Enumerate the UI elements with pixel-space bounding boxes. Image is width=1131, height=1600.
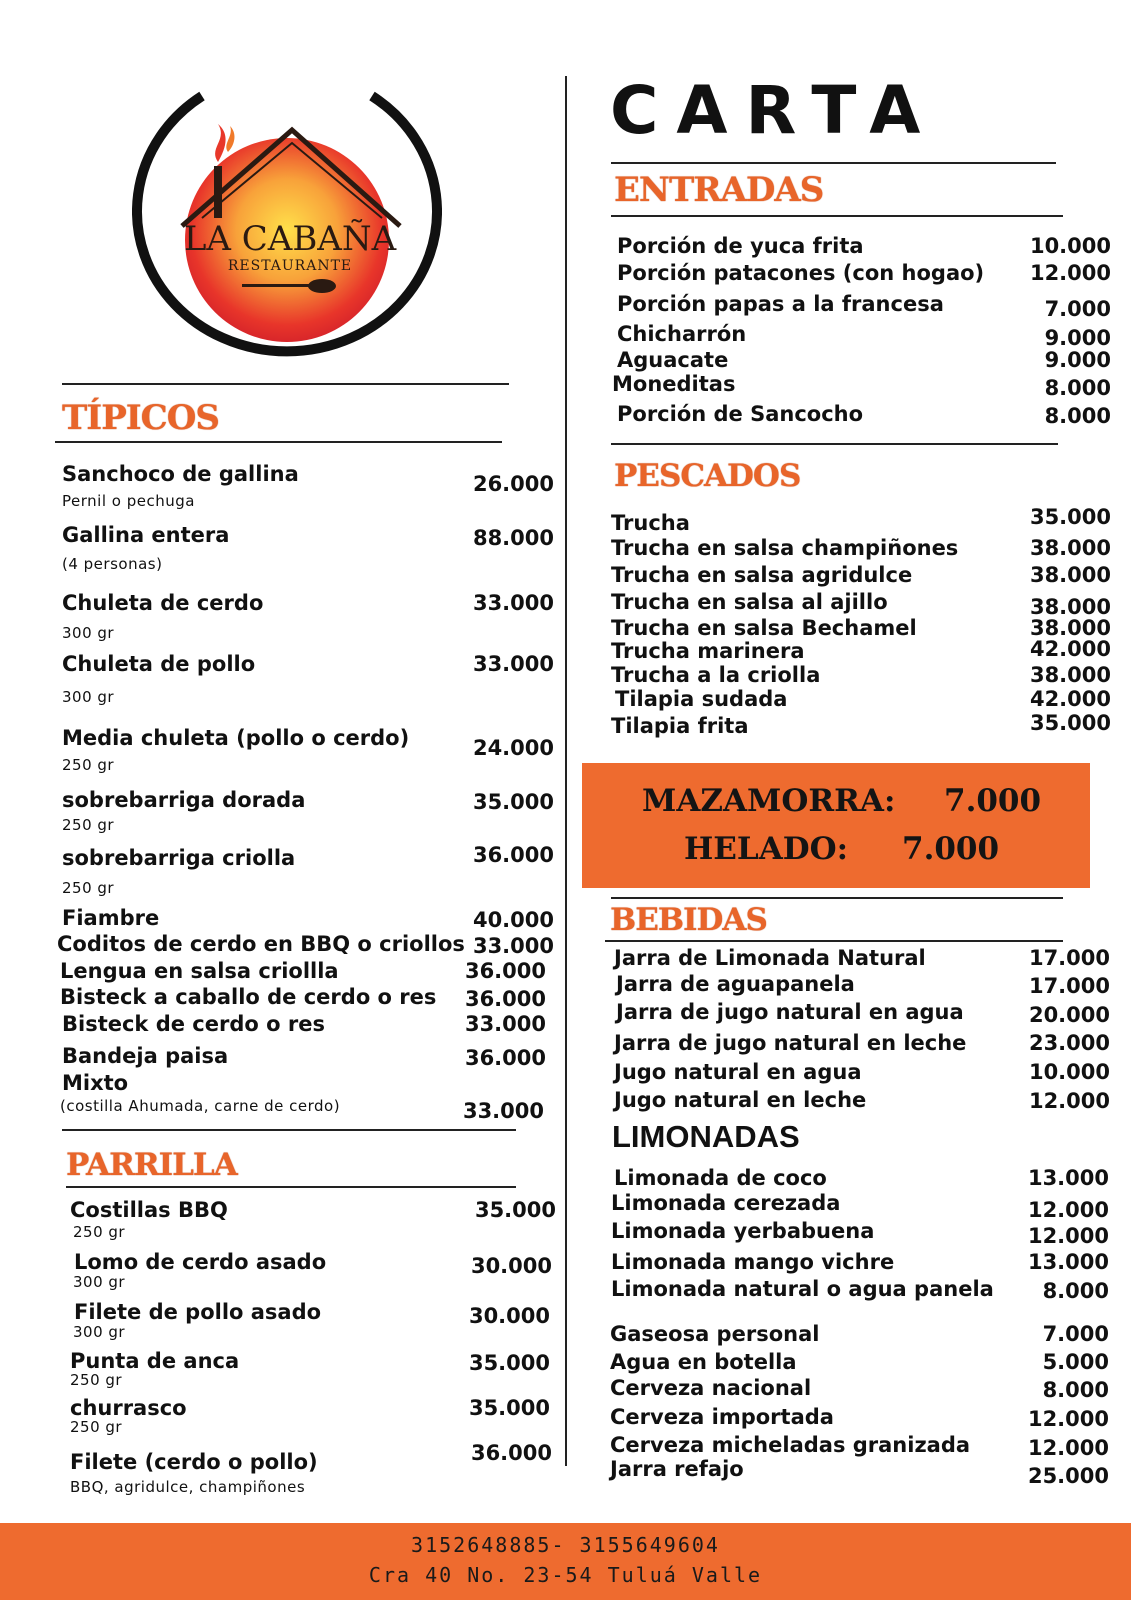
item-price: 33.000 bbox=[472, 652, 554, 676]
item-name: Cerveza micheladas granizada bbox=[610, 1433, 971, 1457]
item-price: 38.000 bbox=[1029, 563, 1111, 587]
item-name: Porción papas a la francesa bbox=[617, 292, 944, 316]
divider bbox=[66, 1186, 516, 1188]
item-price: 40.000 bbox=[472, 908, 554, 932]
promo-label-mazamorra: MAZAMORRA: bbox=[642, 783, 896, 819]
item-name: Bisteck a caballo de cerdo o res bbox=[60, 985, 437, 1009]
item-price: 5.000 bbox=[1042, 1350, 1109, 1374]
item-name: sobrebarriga criolla bbox=[62, 846, 296, 870]
item-name: Chuleta de cerdo bbox=[62, 591, 264, 615]
divider bbox=[55, 441, 502, 443]
item-price: 33.000 bbox=[462, 1099, 544, 1123]
item-description: 250 gr bbox=[70, 1371, 123, 1389]
divider bbox=[605, 940, 1063, 942]
item-price: 36.000 bbox=[464, 987, 546, 1011]
item-price: 38.000 bbox=[1029, 536, 1111, 560]
item-name: Porción patacones (con hogao) bbox=[617, 261, 985, 285]
item-price: 12.000 bbox=[1027, 1436, 1109, 1460]
logo-subtitle: RESTAURANTE bbox=[227, 258, 353, 274]
promo-price-helado: 7.000 bbox=[902, 831, 1000, 867]
item-price: 17.000 bbox=[1028, 974, 1110, 998]
divider bbox=[611, 215, 1063, 217]
item-price: 25.000 bbox=[1027, 1464, 1109, 1488]
item-name: Trucha en salsa agridulce bbox=[611, 563, 913, 587]
item-price: 42.000 bbox=[1029, 687, 1111, 711]
item-price: 13.000 bbox=[1027, 1166, 1109, 1190]
item-name: Porción de Sancocho bbox=[617, 402, 864, 426]
item-price: 8.000 bbox=[1044, 376, 1111, 400]
item-price: 12.000 bbox=[1029, 261, 1111, 285]
item-name: Jugo natural en agua bbox=[614, 1060, 862, 1084]
item-name: Trucha en salsa champiñones bbox=[611, 536, 959, 560]
divider bbox=[62, 1129, 516, 1131]
divider bbox=[611, 162, 1056, 164]
section-title-tipicos: TÍPICOS bbox=[62, 398, 219, 438]
item-description: 300 gr bbox=[73, 1323, 126, 1341]
item-name: Tilapia frita bbox=[611, 714, 749, 738]
item-name: Limonada cerezada bbox=[611, 1191, 841, 1215]
item-description: 300 gr bbox=[73, 1273, 126, 1291]
item-price: 10.000 bbox=[1028, 1060, 1110, 1084]
item-name: Filete (cerdo o pollo) bbox=[70, 1450, 318, 1474]
section-title-parrilla: PARRILLA bbox=[66, 1147, 237, 1183]
item-price: 8.000 bbox=[1042, 1378, 1109, 1402]
item-name: Limonada yerbabuena bbox=[611, 1219, 875, 1243]
item-name: Aguacate bbox=[617, 348, 729, 372]
item-price: 35.000 bbox=[1029, 711, 1111, 735]
promo-price-mazamorra: 7.000 bbox=[944, 783, 1042, 819]
item-name: Punta de anca bbox=[70, 1349, 240, 1373]
item-name: Costillas BBQ bbox=[70, 1198, 228, 1222]
column-divider bbox=[565, 76, 567, 1466]
item-description: 250 gr bbox=[73, 1223, 126, 1241]
item-name: Moneditas bbox=[612, 372, 736, 396]
item-name: Limonada natural o agua panela bbox=[611, 1277, 994, 1301]
item-price: 33.000 bbox=[472, 934, 554, 958]
item-price: 17.000 bbox=[1028, 946, 1110, 970]
item-name: Mixto bbox=[62, 1071, 129, 1095]
item-price: 8.000 bbox=[1044, 404, 1111, 428]
item-price: 33.000 bbox=[472, 591, 554, 615]
item-name: Jarra de jugo natural en leche bbox=[614, 1031, 967, 1055]
item-price: 88.000 bbox=[472, 526, 554, 550]
item-price: 30.000 bbox=[468, 1304, 550, 1328]
restaurant-logo bbox=[132, 88, 442, 368]
item-price: 12.000 bbox=[1027, 1407, 1109, 1431]
item-name: Trucha en salsa al ajillo bbox=[611, 590, 888, 614]
section-title-limonadas: LIMONADAS bbox=[612, 1119, 800, 1154]
item-name: Lomo de cerdo asado bbox=[74, 1250, 327, 1274]
item-price: 42.000 bbox=[1029, 637, 1111, 661]
item-name: Chuleta de pollo bbox=[62, 652, 256, 676]
item-price: 7.000 bbox=[1044, 297, 1111, 321]
item-price: 10.000 bbox=[1029, 234, 1111, 258]
item-price: 20.000 bbox=[1028, 1003, 1110, 1027]
item-name: Trucha bbox=[611, 511, 690, 535]
dessert-promo-box bbox=[582, 763, 1090, 888]
item-name: Jarra de jugo natural en agua bbox=[616, 1000, 964, 1024]
item-name: Porción de yuca frita bbox=[617, 234, 864, 258]
item-name: Gallina entera bbox=[62, 523, 230, 547]
section-title-pescados: PESCADOS bbox=[614, 458, 801, 494]
item-name: Lengua en salsa criollla bbox=[60, 959, 339, 983]
logo-name: LA CABAÑA bbox=[183, 219, 397, 259]
item-name: Coditos de cerdo en BBQ o criollos bbox=[57, 932, 465, 956]
item-price: 36.000 bbox=[464, 959, 546, 983]
item-price: 35.000 bbox=[474, 1198, 556, 1222]
item-name: Trucha en salsa Bechamel bbox=[611, 616, 917, 640]
item-price: 8.000 bbox=[1042, 1279, 1109, 1303]
divider bbox=[611, 897, 1063, 899]
item-price: 12.000 bbox=[1027, 1198, 1109, 1222]
item-price: 24.000 bbox=[472, 736, 554, 760]
item-name: Jugo natural en leche bbox=[614, 1088, 867, 1112]
item-price: 38.000 bbox=[1029, 663, 1111, 687]
item-description: 300 gr bbox=[62, 624, 115, 642]
item-name: Gaseosa personal bbox=[610, 1322, 820, 1346]
footer-phones: 3152648885- 3155649604 bbox=[411, 1533, 720, 1557]
item-name: Trucha marinera bbox=[611, 639, 805, 663]
item-name: Jarra de aguapanela bbox=[616, 972, 855, 996]
divider bbox=[62, 383, 509, 385]
item-name: sobrebarriga dorada bbox=[62, 788, 306, 812]
item-price: 35.000 bbox=[468, 1396, 550, 1420]
item-name: Trucha a la criolla bbox=[611, 663, 821, 687]
section-title-bebidas: BEBIDAS bbox=[610, 902, 767, 938]
item-name: Jarra refajo bbox=[610, 1457, 744, 1481]
promo-label-helado: HELADO: bbox=[684, 831, 849, 867]
item-price: 9.000 bbox=[1044, 326, 1111, 350]
item-price: 38.000 bbox=[1029, 595, 1111, 619]
item-price: 35.000 bbox=[1029, 505, 1111, 529]
item-description: 250 gr bbox=[62, 816, 115, 834]
item-price: 13.000 bbox=[1027, 1250, 1109, 1274]
item-description: BBQ, agridulce, champiñones bbox=[70, 1478, 306, 1496]
item-name: Limonada de coco bbox=[614, 1166, 827, 1190]
item-name: Jarra de Limonada Natural bbox=[614, 946, 926, 970]
item-price: 33.000 bbox=[464, 1012, 546, 1036]
item-name: Cerveza importada bbox=[610, 1405, 834, 1429]
item-price: 36.000 bbox=[464, 1046, 546, 1070]
item-price: 23.000 bbox=[1028, 1031, 1110, 1055]
item-price: 30.000 bbox=[470, 1254, 552, 1278]
item-name: Fiambre bbox=[62, 906, 160, 930]
item-description: 300 gr bbox=[62, 688, 115, 706]
item-description: 250 gr bbox=[62, 756, 115, 774]
item-price: 38.000 bbox=[1029, 616, 1111, 640]
item-description: Pernil o pechuga bbox=[62, 492, 195, 510]
item-name: Bisteck de cerdo o res bbox=[62, 1012, 325, 1036]
item-name: Filete de pollo asado bbox=[74, 1300, 322, 1324]
item-name: Chicharrón bbox=[617, 322, 747, 346]
section-title-entradas: ENTRADAS bbox=[614, 170, 824, 210]
item-name: Cerveza nacional bbox=[610, 1376, 812, 1400]
item-price: 9.000 bbox=[1044, 348, 1111, 372]
item-price: 35.000 bbox=[468, 1351, 550, 1375]
item-description: 250 gr bbox=[70, 1418, 123, 1436]
item-description: (4 personas) bbox=[62, 555, 163, 573]
item-description: 250 gr bbox=[62, 879, 115, 897]
page-title: CARTA bbox=[610, 72, 939, 149]
item-price: 35.000 bbox=[472, 790, 554, 814]
item-price: 26.000 bbox=[472, 472, 554, 496]
item-price: 7.000 bbox=[1042, 1322, 1109, 1346]
footer-bar bbox=[0, 1523, 1131, 1600]
item-price: 12.000 bbox=[1027, 1224, 1109, 1248]
footer-address: Cra 40 No. 23-54 Tuluá Valle bbox=[368, 1563, 763, 1587]
item-name: Tilapia sudada bbox=[615, 687, 788, 711]
item-name: Bandeja paisa bbox=[62, 1044, 229, 1068]
item-description: (costilla Ahumada, carne de cerdo) bbox=[60, 1097, 341, 1115]
item-name: Agua en botella bbox=[610, 1350, 797, 1374]
item-name: Media chuleta (pollo o cerdo) bbox=[62, 726, 410, 750]
item-price: 36.000 bbox=[470, 1441, 552, 1465]
item-name: Limonada mango vichre bbox=[611, 1250, 895, 1274]
item-price: 36.000 bbox=[472, 843, 554, 867]
item-name: churrasco bbox=[70, 1396, 187, 1420]
item-price: 12.000 bbox=[1028, 1089, 1110, 1113]
divider bbox=[611, 443, 1058, 445]
item-name: Sanchoco de gallina bbox=[62, 462, 299, 486]
